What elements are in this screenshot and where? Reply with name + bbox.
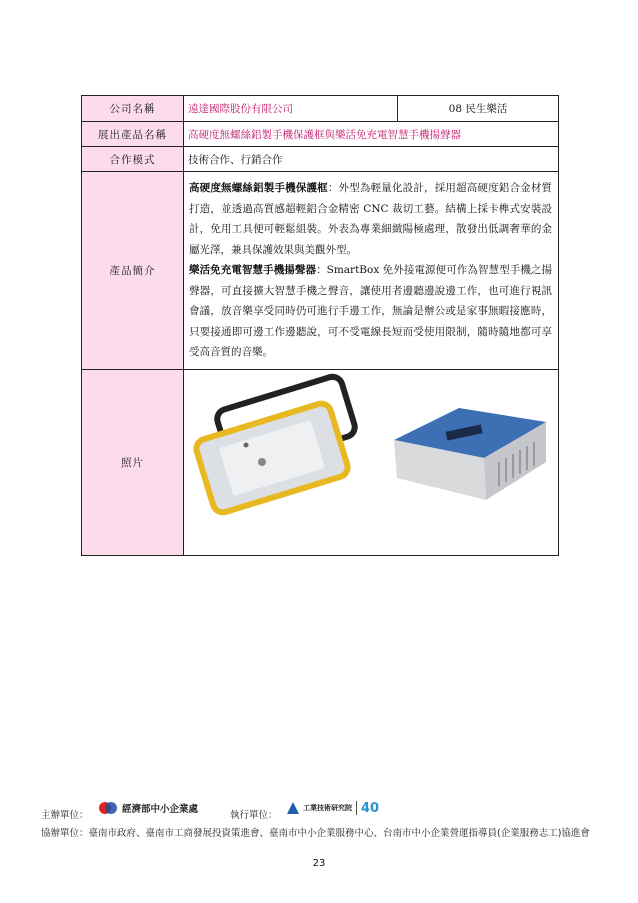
footer-co-organizers: 協辦單位：臺南市政府、臺南市工商發展投資策進會、臺南市中小企業服務中心、台南市中小企業營運指導員(企業服務志工)協進會 <box>41 828 590 839</box>
footer-exec <box>230 807 278 821</box>
intro-p1-title: 高硬度無螺絲鋁製手機保護框 <box>189 182 328 194</box>
intro-p1-text: ：外型為輕量化設計，採用超高硬度鋁合金材質打造，並透過高質感超輕鋁合金精密 CNC 裁切工藝。結構上採卡榫式安裝設計，免用工具便可輕鬆組裝。外表為專業細緻陽極處理，散發出低調奢華的金屬光澤，兼具保護效果與美觀外型。 <box>189 182 553 256</box>
exec-label: 執行單位： <box>230 810 278 821</box>
footer-host <box>41 807 89 821</box>
itri-logo-text: 工業技術研究院 <box>303 804 352 812</box>
company-row <box>82 96 559 122</box>
itri-logo-icon <box>285 800 301 816</box>
photo-row <box>82 369 559 555</box>
intro-row <box>82 172 559 370</box>
intro-p2-text: ：SmartBox 免外接電源便可作為智慧型手機之揚聲器，可直接擴大智慧手機之聲音，讓使用者邊聽邊說邊工作，也可進行視訊會議，放音樂享受同時仍可進行手邊工作，無論是辦公或是家事無暇接應時，只要接通即可邊工作邊聽說，可不受電線長短而受使用限制，隨時隨地都可享受高音質的音樂。 <box>189 264 553 358</box>
product-label: 展出產品名稱 <box>82 122 184 147</box>
host-label: 主辦單位： <box>41 810 89 821</box>
sme-administration-logo <box>97 800 198 816</box>
product-info-table <box>81 95 559 556</box>
product-row <box>82 122 559 147</box>
booth-category: 08 民生樂活 <box>398 96 559 122</box>
intro-text <box>184 172 559 370</box>
intro-label: 產品簡介 <box>82 172 184 370</box>
product-name: 高硬度無螺絲鋁製手機保護框與樂活免充電智慧手機揚聲器 <box>184 122 559 147</box>
phone-bumper-photo <box>194 374 357 514</box>
intro-p2-title: 樂活免充電智慧手機揚聲器 <box>189 264 317 276</box>
photo-label: 照片 <box>82 369 184 555</box>
photo-cell <box>184 369 559 555</box>
company-label: 公司名稱 <box>82 96 184 122</box>
sme-logo-icon <box>97 800 119 816</box>
cooperation-value: 技術合作、行銷合作 <box>184 147 559 172</box>
company-name: 遠達國際股份有限公司 <box>184 96 398 122</box>
product-photos <box>184 370 559 552</box>
page-number: 23 <box>312 858 326 869</box>
sme-logo-text: 經濟部中小企業處 <box>122 804 199 815</box>
itri-logo <box>285 800 379 816</box>
cooperation-label: 合作模式 <box>82 147 184 172</box>
smartbox-speaker-photo <box>394 408 546 500</box>
itri-40-logo: 40 <box>361 800 380 816</box>
cooperation-row <box>82 147 559 172</box>
